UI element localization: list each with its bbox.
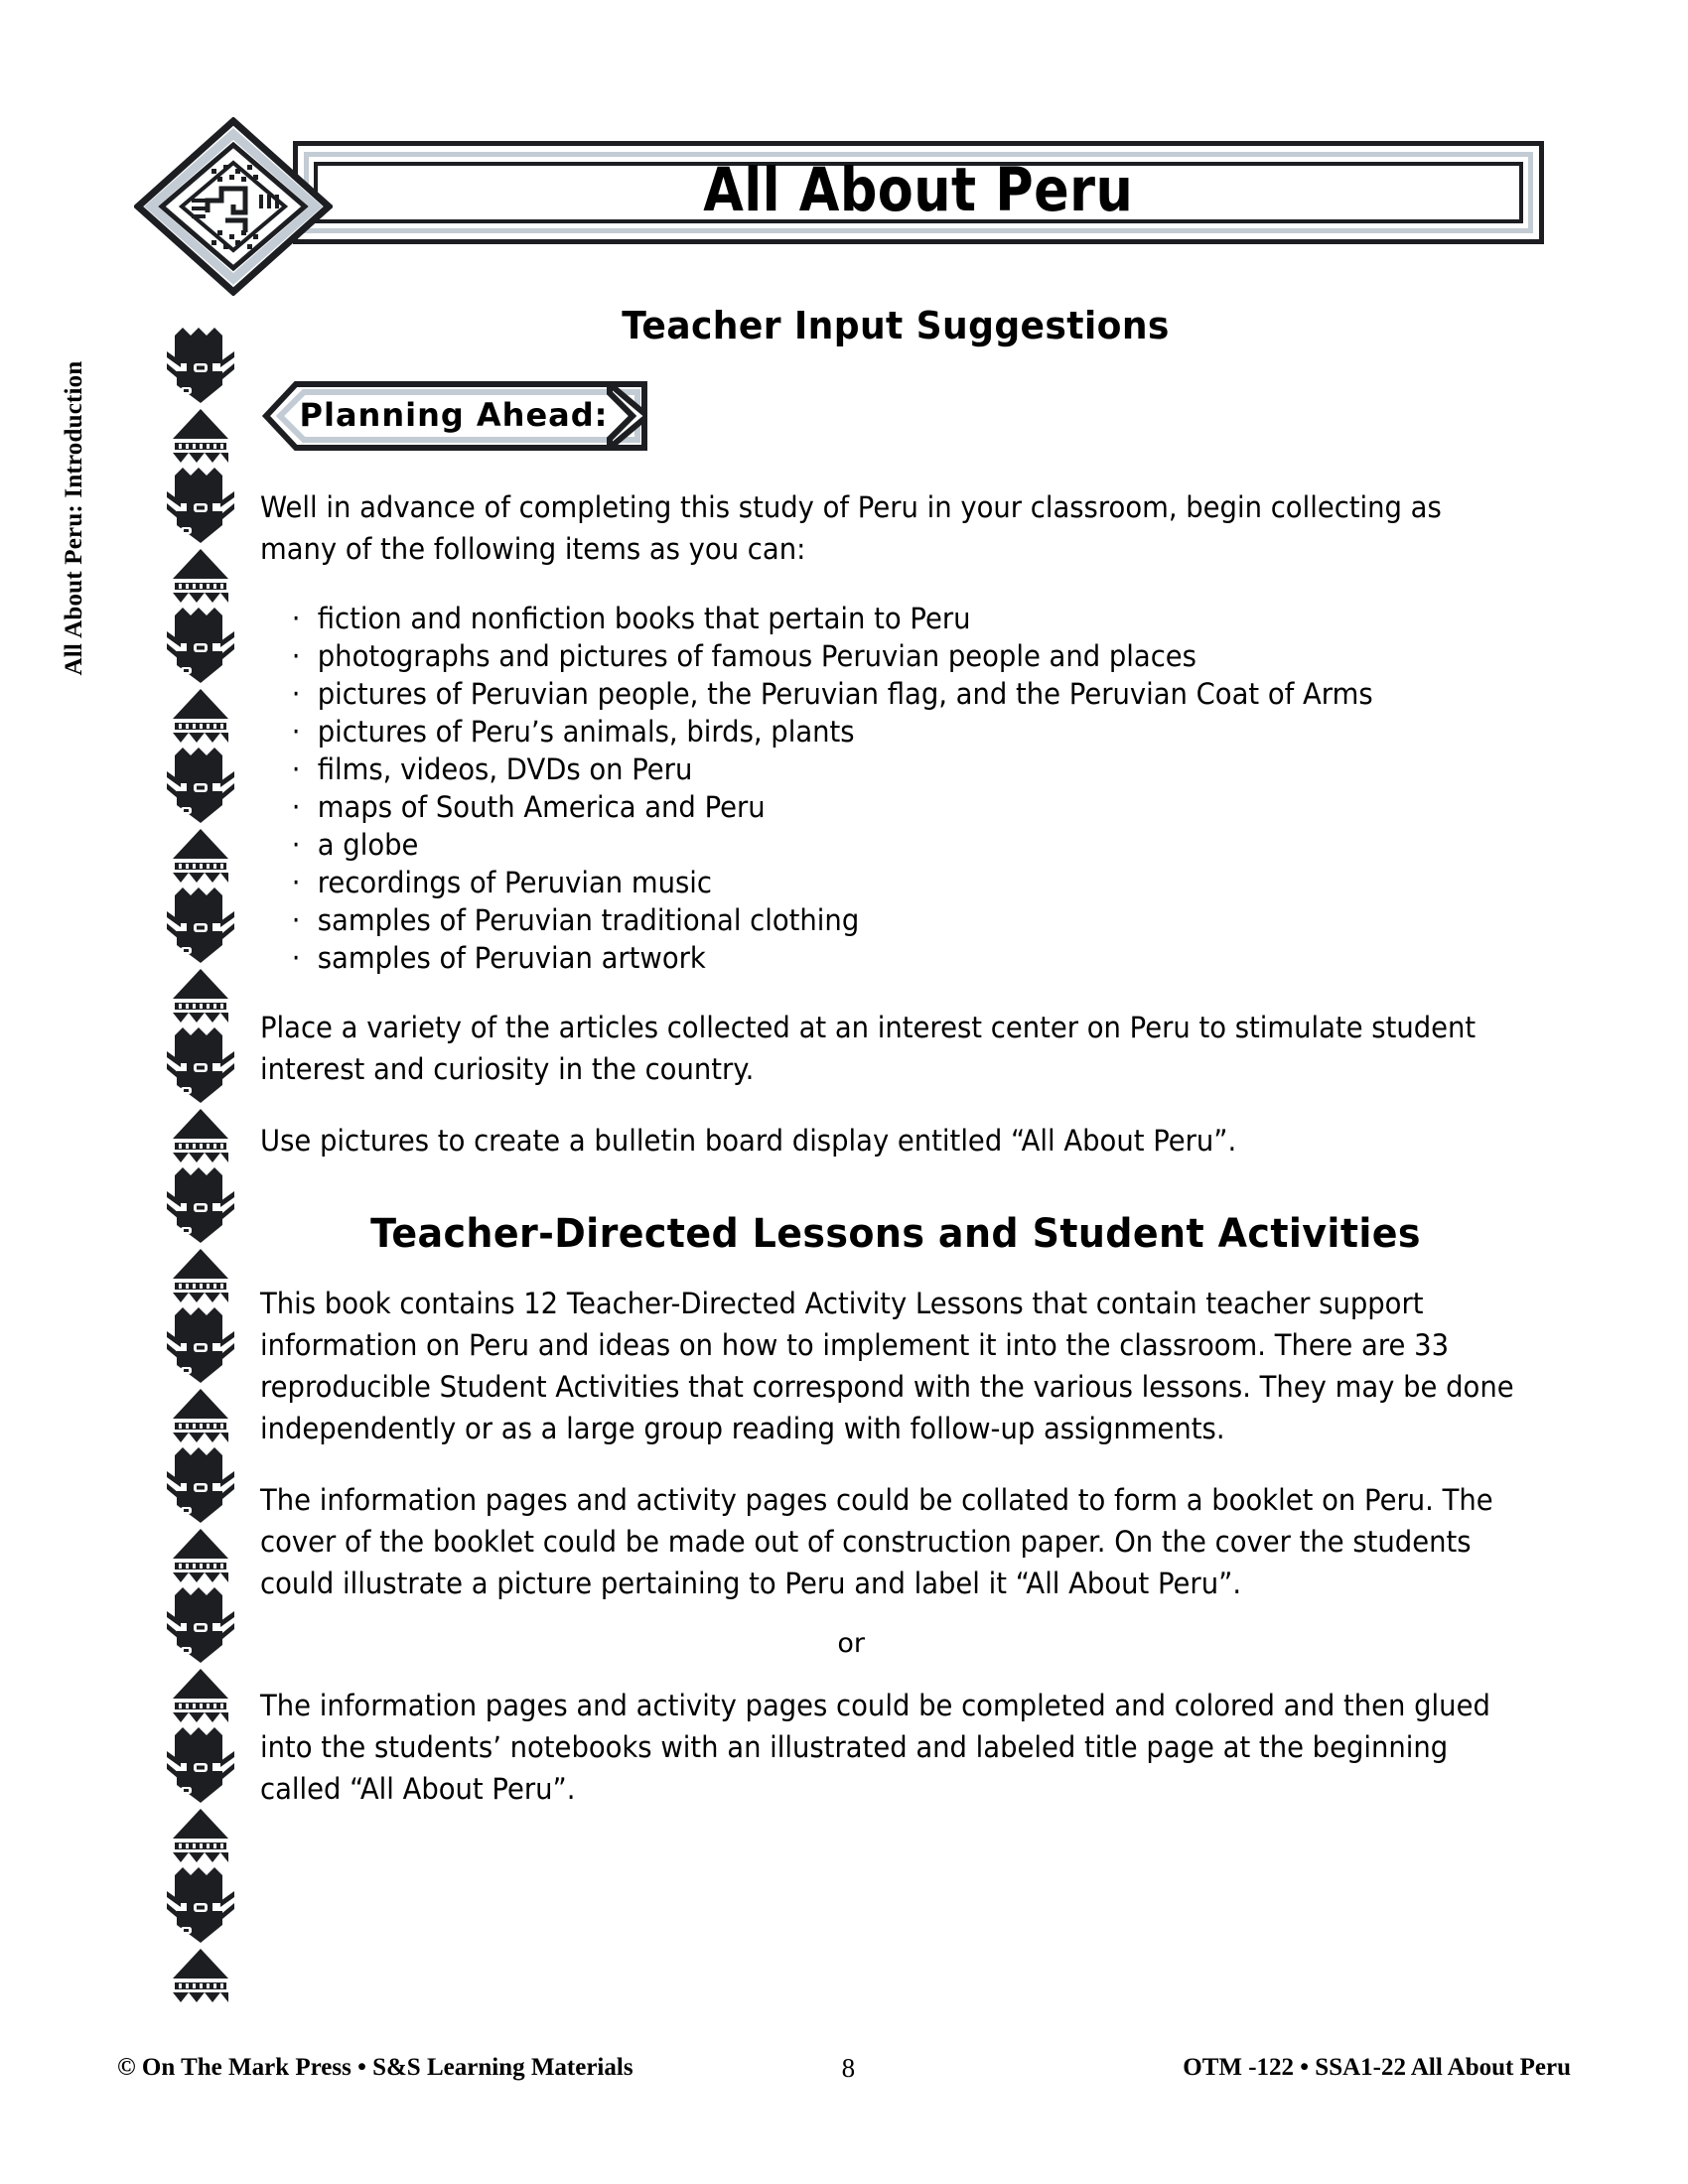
- heading-teacher-directed-lessons: Teacher-Directed Lessons and Student Activities: [370, 1211, 1421, 1257]
- title-banner-inner: [314, 154, 1523, 225]
- footer-product-code: OTM -122 • SSA1-22 All About Peru: [1183, 2054, 1571, 2081]
- bullet-marker-icon: ·: [291, 602, 301, 635]
- list-item-label: recordings of Peruvian music: [317, 866, 713, 899]
- page-footer: [117, 2045, 1571, 2091]
- bullet-marker-icon: ·: [291, 677, 301, 711]
- or-separator: or: [837, 1628, 865, 1659]
- list-item-label: pictures of Peru’s animals, birds, plants: [317, 715, 855, 749]
- ribbon-label: Planning Ahead:: [299, 396, 609, 434]
- bullet-marker-icon: ·: [291, 866, 301, 899]
- paragraph-notebooks: The information pages and activity pages could be completed and colored and then glued into the students’ notebooks with an illustrated and labeled title page at the beginning called “All About Peru”.: [260, 1689, 1490, 1806]
- list-item: [288, 600, 1444, 637]
- planning-ahead-ribbon: [260, 381, 647, 451]
- list-item: [288, 637, 1444, 675]
- footer-copyright: © On The Mark Press • S&S Learning Materials: [117, 2054, 633, 2081]
- paragraph-booklet: The information pages and activity pages could be collated to form a booklet on Peru. The cover of the booklet could be made out of construction paper. On the cover the students could illustrate a picture pertaining to Peru and label it “All About Peru”.: [260, 1483, 1493, 1600]
- page-header: [134, 117, 1544, 268]
- sidebar-running-head: All About Peru: Introduction: [61, 360, 87, 676]
- bullet-marker-icon: ·: [291, 752, 301, 786]
- list-item: [288, 939, 1444, 977]
- list-item-label: a globe: [317, 828, 419, 862]
- main-content: [260, 304, 1531, 1840]
- andean-textile-border-icon: [167, 328, 234, 2005]
- list-item-label: fiction and nonfiction books that pertain to Peru: [317, 602, 971, 635]
- title-banner: [293, 141, 1544, 244]
- list-item-label: films, videos, DVDs on Peru: [317, 752, 693, 786]
- bullet-marker-icon: ·: [291, 639, 301, 673]
- bullet-marker-icon: ·: [291, 903, 301, 937]
- bullet-marker-icon: ·: [291, 790, 301, 824]
- paragraph-interest-center: Place a variety of the articles collected at an interest center on Peru to stimulate student interest and curiosity in the country.: [260, 1011, 1477, 1086]
- andean-diamond-motif-icon: [134, 117, 333, 296]
- list-item: [288, 713, 1444, 751]
- bullet-marker-icon: ·: [291, 715, 301, 749]
- paragraph-bulletin-board: Use pictures to create a bulletin board display entitled “All About Peru”.: [260, 1124, 1237, 1158]
- list-item: [288, 901, 1444, 939]
- list-item: [288, 675, 1444, 713]
- heading-teacher-input-suggestions: Teacher Input Suggestions: [622, 304, 1170, 347]
- list-item: [288, 826, 1444, 864]
- list-item: [288, 864, 1444, 901]
- list-item-label: pictures of Peruvian people, the Peruvian flag, and the Peruvian Coat of Arms: [317, 677, 1373, 711]
- bullet-marker-icon: ·: [291, 941, 301, 975]
- footer-page-number: 8: [841, 2052, 856, 2083]
- collect-items-list: [260, 600, 1531, 977]
- intro-paragraph: Well in advance of completing this study of Peru in your classroom, begin collecting as many of the following items as you can:: [260, 490, 1442, 566]
- list-item-label: samples of Peruvian artwork: [317, 941, 706, 975]
- list-item: [288, 788, 1444, 826]
- title-banner-bevel: [304, 152, 1533, 233]
- list-item-label: photographs and pictures of famous Peruvian people and places: [317, 639, 1196, 673]
- page-title: All About Peru: [703, 154, 1134, 225]
- bullet-marker-icon: ·: [291, 828, 301, 862]
- list-item: [288, 751, 1444, 788]
- paragraph-book-contains: This book contains 12 Teacher-Directed Activity Lessons that contain teacher support information on Peru and ideas on how to implement it into the classroom. There are 33 reproducible Student Activities that correspond with the various lessons. They may be done independently or as a large group reading with follow-up assignments.: [260, 1287, 1514, 1445]
- list-item-label: samples of Peruvian traditional clothing: [317, 903, 860, 937]
- list-item-label: maps of South America and Peru: [317, 790, 766, 824]
